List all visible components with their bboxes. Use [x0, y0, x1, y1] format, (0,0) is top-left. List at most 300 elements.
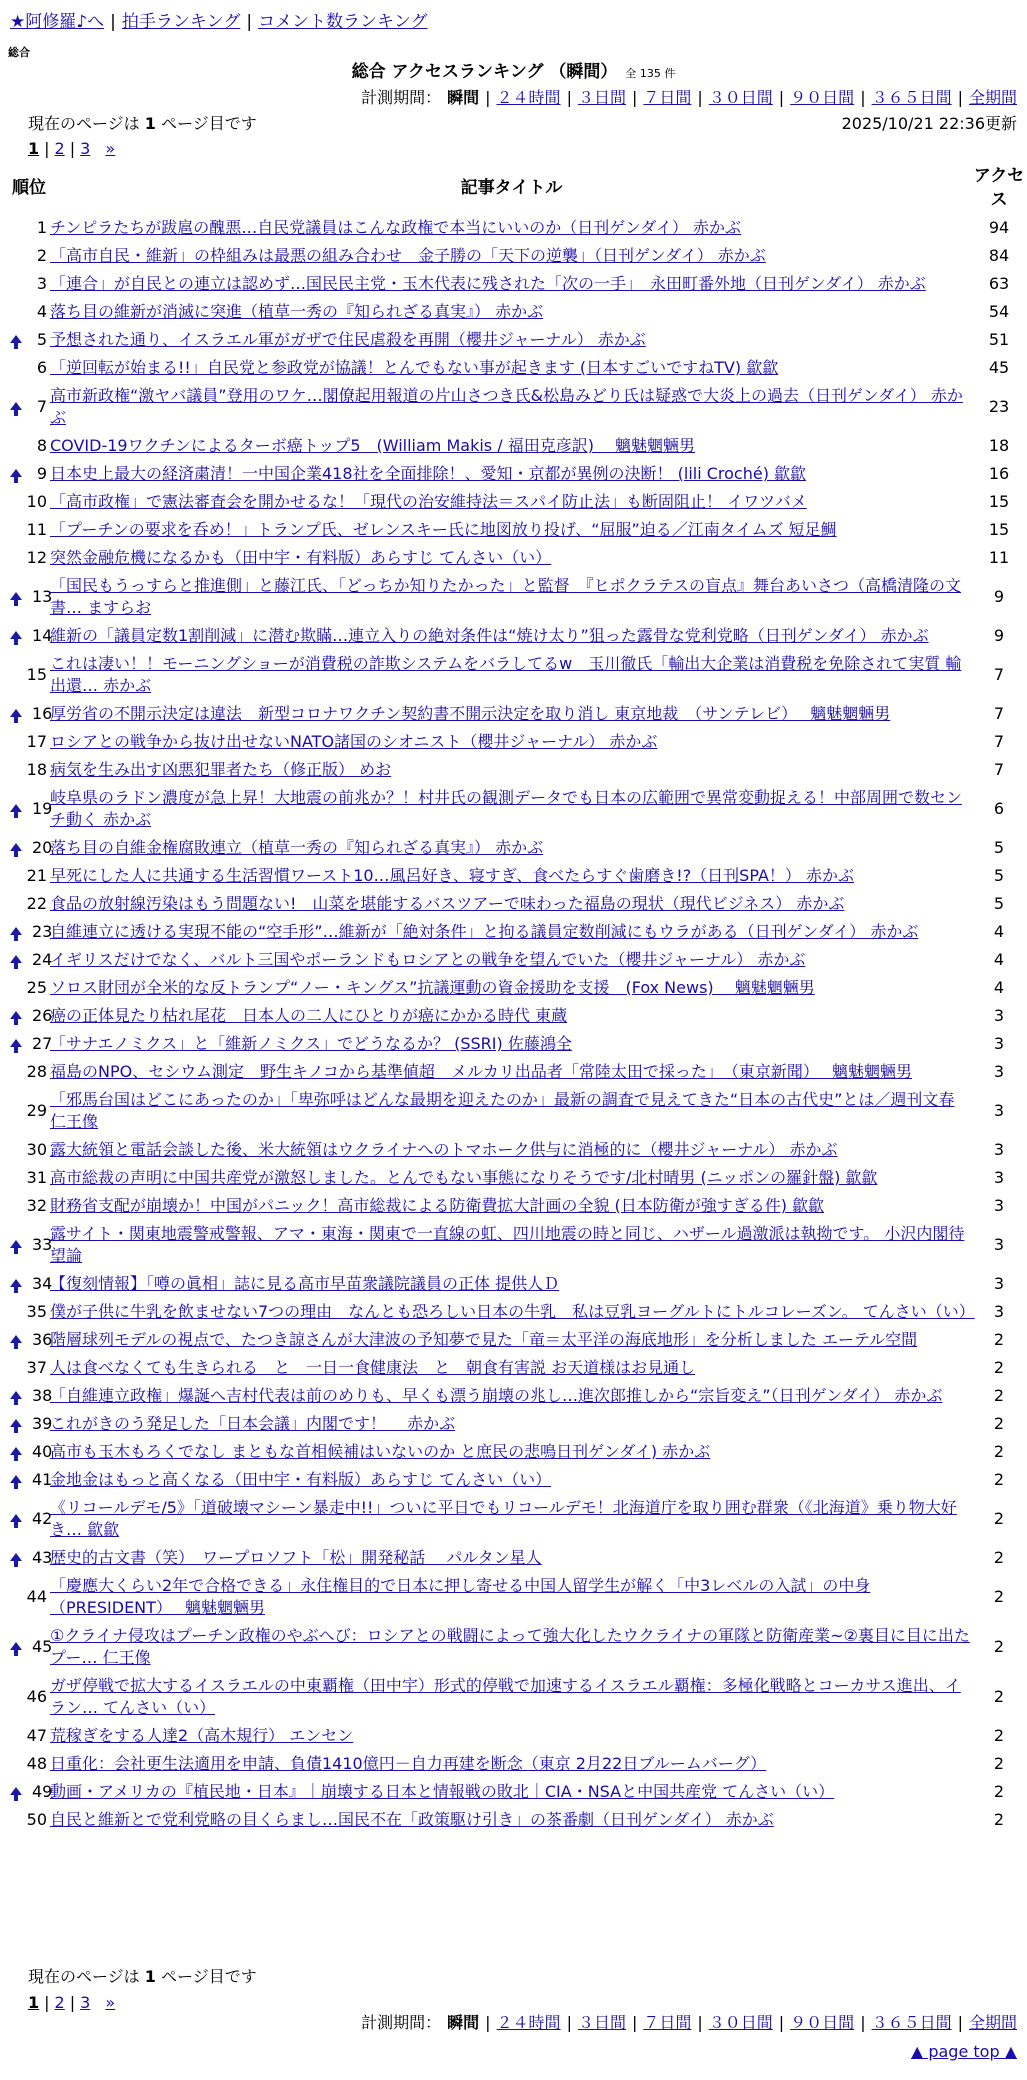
pager-page-3[interactable]: 3	[80, 1993, 91, 2012]
access-count: 3	[993, 1062, 1005, 1081]
table-row	[8, 1086, 1025, 1136]
access-count: 5	[993, 866, 1005, 885]
table-row	[8, 1750, 1025, 1778]
access-count: 2	[993, 1687, 1005, 1706]
rank-up-arrow-icon	[10, 592, 22, 600]
access-count: 3	[993, 1140, 1005, 1159]
pager-separator: |	[44, 139, 50, 158]
access-count: 2	[993, 1414, 1005, 1433]
article-title-link[interactable]: 厚労省の不開示決定は違法 新型コロナワクチン契約書不開示決定を取り消し 東京地裁 （サンテレビ） 魑魅魍魎男	[50, 704, 891, 723]
rank-cell	[8, 834, 53, 862]
table-row	[8, 432, 1025, 460]
rank-cell	[8, 728, 50, 756]
table-row	[8, 1438, 1025, 1466]
rank-number: 10	[26, 492, 47, 511]
title-cell	[50, 1058, 973, 1086]
table-row	[8, 1544, 1025, 1572]
period-90d-link[interactable]: ９０日間	[790, 88, 855, 107]
rank-cell	[8, 1722, 50, 1750]
access-count: 3	[993, 1101, 1005, 1120]
applause-ranking-link[interactable]: 拍手ランキング	[121, 12, 241, 32]
article-title-link[interactable]: ロシアとの戦争から抜け出せないNATO諸国のシオニスト（櫻井ジャーナル） 赤かぶ	[50, 732, 658, 751]
rank-cell	[8, 242, 50, 270]
period-365d-link[interactable]: ３６５日間	[871, 88, 952, 107]
access-count: 63	[988, 274, 1010, 293]
table-row	[8, 650, 1025, 700]
page-info-prefix: 現在のページは	[28, 114, 140, 133]
period-separator: |	[957, 88, 963, 107]
article-title-link[interactable]: 「プーチンの要求を呑め！」トランプ氏、ゼレンスキー氏に地図放り投げ、“屈服”迫る／江南タイムズ 短足鯛	[50, 520, 837, 539]
article-title-link[interactable]: 予想された通り、イスラエル軍がガザで住民虐殺を再開（櫻井ジャーナル） 赤かぶ	[50, 330, 646, 349]
rank-up-arrow-icon	[10, 1419, 22, 1427]
access-count: 7	[993, 704, 1005, 723]
rank-cell	[8, 890, 50, 918]
table-row	[8, 1298, 1025, 1326]
article-title-link[interactable]: 僕が子供に牛乳を飲ませない7つの理由 なんとも恐ろしい日本の牛乳 私は豆乳ヨーグルトにトルコレーズン。 てんさい（い）	[50, 1302, 975, 1321]
access-count: 2	[993, 1726, 1005, 1745]
article-title-link[interactable]: 早死にした人に共通する生活習慣ワースト10…風呂好き、寝すぎ、食べたらすぐ歯磨き!?（日刊SPA！） 赤かぶ	[50, 866, 854, 885]
page-top-link[interactable]: ▲ page top ▲	[910, 2042, 1017, 2061]
period-separator: |	[485, 2013, 491, 2032]
table-row	[8, 1466, 1025, 1494]
rank-up-arrow-icon	[10, 804, 22, 812]
article-title-link[interactable]: 「慶應大くらい2年で合格できる」永住権目的で日本に押し寄せる中国人留学生が解く「中3レベルの入試」の中身（PRESIDENT） 魑魅魍魎男	[50, 1576, 871, 1617]
rank-cell	[8, 432, 50, 460]
rank-cell	[8, 862, 50, 890]
period-selector-bottom	[361, 2010, 1017, 2036]
article-title-link[interactable]: 歴史的古文書（笑） ワープロソフト「松」開発秘話 パルタン星人	[50, 1548, 542, 1567]
period-separator: |	[957, 2013, 963, 2032]
access-count: 2	[993, 1330, 1005, 1349]
rank-up-arrow-icon	[10, 1514, 22, 1522]
article-title-link[interactable]: 食品の放射線汚染はもう問題ない! 山菜を堪能するバスツアーで味わった福島の現状（現代ビジネス） 赤かぶ	[50, 894, 845, 913]
access-count: 2	[993, 1754, 1005, 1773]
rank-up-arrow-icon	[10, 1447, 22, 1455]
table-row	[8, 784, 1025, 834]
title-cell	[50, 326, 973, 354]
rank-cell	[8, 946, 53, 974]
period-all-link[interactable]: 全期間	[968, 88, 1017, 107]
period-30d-link[interactable]: ３０日間	[708, 2013, 773, 2032]
rank-cell	[8, 1672, 50, 1722]
title-cell	[50, 1722, 973, 1750]
table-row	[8, 572, 1025, 622]
period-label: 計測期間：	[361, 2013, 442, 2032]
article-title-link[interactable]: COVID-19ワクチンによるターボ癌トップ5 (William Makis / 福田克彦訳) 魑魅魍魎男	[50, 436, 696, 455]
title-cell	[50, 1326, 973, 1354]
rank-up-arrow-icon	[10, 1787, 22, 1795]
rank-cell	[8, 298, 50, 326]
pager-bottom	[28, 1990, 115, 2016]
ranking-table	[8, 162, 1025, 1834]
rank-up-arrow-icon	[10, 955, 22, 963]
rank-cell	[8, 1466, 53, 1494]
access-count: 2	[993, 1637, 1005, 1656]
rank-cell	[8, 1086, 50, 1136]
rank-number: 1	[36, 218, 47, 237]
article-title-link[interactable]: 【復刻情報】「噂の眞相」誌に見る高市早苗衆議院議員の正体 提供人Ｄ	[50, 1274, 560, 1293]
rank-up-arrow-icon	[10, 1335, 22, 1343]
title-cell	[50, 1572, 973, 1622]
pager-current: 1	[28, 139, 40, 158]
table-row	[8, 1164, 1025, 1192]
title-cell	[50, 1220, 973, 1270]
table-row	[8, 544, 1025, 572]
title-cell	[50, 1002, 973, 1030]
rank-cell	[8, 270, 50, 298]
top-navigation	[10, 8, 428, 36]
rank-number: 16	[32, 704, 53, 723]
access-count: 3	[993, 1034, 1005, 1053]
rank-number: 17	[26, 732, 47, 751]
access-count: 3	[993, 1302, 1005, 1321]
article-title-link[interactable]: 落ち目の自維金権腐敗連立（植草一秀の『知られざる真実』） 赤かぶ	[50, 838, 544, 857]
article-title-link[interactable]: 「逆回転が始まる!!」自民党と参政党が協議！とんでもない事が起きます (日本すごいですねTV) 歙歙	[50, 358, 779, 377]
table-row	[8, 1494, 1025, 1544]
table-row	[8, 728, 1025, 756]
table-row	[8, 1326, 1025, 1354]
ranking-table-body	[8, 214, 1025, 1834]
table-row	[8, 834, 1025, 862]
access-count: 4	[993, 922, 1005, 941]
title-cell	[50, 1192, 973, 1220]
page-title: 総合 アクセスランキング （瞬間）	[351, 62, 618, 82]
title-cell	[50, 1270, 973, 1298]
title-cell	[50, 974, 973, 1002]
rank-cell	[8, 488, 50, 516]
rank-number: 47	[26, 1726, 47, 1745]
rank-number: 30	[26, 1140, 47, 1159]
article-title-link[interactable]: これは凄い！！モーニングショーが消費税の詐欺システムをバラしてるw 玉川徹氏「輸出大企業は消費税を免除されて実質 輸出還… 赤かぶ	[50, 654, 962, 695]
rank-number: 13	[32, 587, 53, 606]
period-3d-link[interactable]: ３日間	[577, 88, 626, 107]
rank-cell	[8, 1002, 53, 1030]
rank-cell	[8, 1806, 50, 1834]
rank-up-arrow-icon	[10, 1279, 22, 1287]
article-title-link[interactable]: 荒稼ぎをする人達2（高木規行） エンセン	[50, 1726, 354, 1745]
access-count: 2	[993, 1782, 1005, 1801]
article-title-link[interactable]: 金地金はもっと高くなる（田中宇・有料版）あらすじ てんさい（い）	[50, 1470, 552, 1489]
table-row	[8, 460, 1025, 488]
title-cell	[50, 756, 973, 784]
rank-number: 9	[36, 464, 47, 483]
article-title-link[interactable]: 日本史上最大の経済粛清！一中国企業418社を全面排除！、愛知・京都が異例の決断！ (lili Croché) 歙歙	[50, 464, 807, 483]
rank-cell	[8, 1438, 53, 1466]
pager-page-2[interactable]: 2	[54, 1993, 65, 2012]
access-count: 4	[993, 950, 1005, 969]
table-header-row	[8, 162, 1025, 214]
pager-separator	[95, 1993, 100, 2012]
asyura-home-link[interactable]: ★阿修羅♪へ	[10, 12, 105, 32]
title-cell	[50, 784, 973, 834]
access-count: 45	[988, 358, 1010, 377]
rank-number: 25	[26, 978, 47, 997]
access-count: 54	[988, 302, 1010, 321]
access-count: 23	[988, 397, 1010, 416]
period-separator: |	[566, 88, 572, 107]
article-title-link[interactable]: 突然金融危機になるかも（田中宇・有料版）あらすじ てんさい（い）	[50, 548, 552, 567]
table-row	[8, 890, 1025, 918]
rank-number: 36	[32, 1330, 53, 1349]
period-all-link[interactable]: 全期間	[968, 2013, 1017, 2032]
period-separator: |	[778, 88, 785, 107]
table-row	[8, 862, 1025, 890]
rank-up-arrow-icon	[10, 1039, 22, 1047]
rank-cell	[8, 544, 50, 572]
access-count: 6	[993, 799, 1005, 818]
rank-cell	[8, 1778, 53, 1806]
rank-number: 3	[36, 274, 47, 293]
title-cell	[50, 1382, 973, 1410]
rank-number: 39	[32, 1414, 53, 1433]
article-title-link[interactable]: 日重化：会社更生法適用を申請、負債1410億円－自力再建を断念（東京 2月22日ブルームバーグ）	[50, 1754, 767, 1773]
pager-top	[28, 136, 115, 162]
rank-cell	[8, 1544, 53, 1572]
article-title-link[interactable]: 人は食べなくても生きられる と 一日一食健康法 と 朝食有害説 お天道様はお見通し	[50, 1358, 696, 1377]
table-row	[8, 1672, 1025, 1722]
rank-number: 19	[32, 799, 53, 818]
period-30d-link[interactable]: ３０日間	[708, 88, 773, 107]
title-cell	[50, 242, 973, 270]
article-title-link[interactable]: 落ち目の維新が消滅に突進（植草一秀の『知られざる真実』） 赤かぶ	[50, 302, 544, 321]
rank-up-arrow-icon	[10, 631, 22, 639]
pager-next[interactable]: »	[105, 1993, 116, 2012]
title-cell	[50, 1030, 973, 1058]
rank-number: 45	[32, 1637, 53, 1656]
rank-number: 14	[32, 626, 53, 645]
article-title-link[interactable]: これがきのう発足した「日本会議」内閣です！ 赤かぶ	[50, 1414, 456, 1433]
table-row	[8, 382, 1025, 432]
title-cell	[50, 1438, 973, 1466]
article-title-link[interactable]: 病気を生み出す凶悪犯罪者たち（修正版） めお	[50, 760, 392, 779]
rank-up-arrow-icon	[10, 709, 22, 717]
rank-number: 40	[32, 1442, 53, 1461]
rank-cell	[8, 756, 50, 784]
rank-number: 4	[36, 302, 47, 321]
rank-cell	[8, 1622, 53, 1672]
period-current: 瞬間	[447, 2013, 480, 2032]
rank-cell	[8, 650, 50, 700]
article-title-link[interactable]: 「高市政権」で憲法審査会を開かせるな！「現代の治安維持法＝スパイ防止法」も断固阻止！ イワツバメ	[50, 492, 807, 511]
rank-cell	[8, 974, 50, 1002]
table-row	[8, 326, 1025, 354]
pager-separator: |	[44, 1993, 50, 2012]
table-row	[8, 1220, 1025, 1270]
article-title-link[interactable]: 高市新政権“激ヤバ議員”登用のワケ…閣僚起用報道の片山さつき氏&松島みどり氏は疑惑で大炎上の過去（日刊ゲンダイ） 赤かぶ	[50, 386, 963, 427]
title-cell	[50, 728, 973, 756]
table-row	[8, 700, 1025, 728]
period-365d-link[interactable]: ３６５日間	[871, 2013, 952, 2032]
title-cell	[50, 650, 973, 700]
title-cell	[50, 298, 973, 326]
pager-next[interactable]: »	[105, 139, 116, 158]
article-title-link[interactable]: 高市も玉木もろくでなし まともな首相候補はいないのか と庶民の悲鳴日刊ゲンダイ) 赤かぶ	[50, 1442, 711, 1461]
article-title-link[interactable]: 階層球列モデルの視点で、たつき諒さんが大津波の予知夢で見た「竜＝太平洋の海底地形」を分析しました エーテル空間	[50, 1330, 918, 1349]
access-count: 7	[993, 760, 1005, 779]
title-cell	[50, 1410, 973, 1438]
article-title-link[interactable]: 「高市自民・維新」の枠組みは最悪の組み合わせ 金子勝の「天下の逆襲」（日刊ゲンダイ） 赤かぶ	[50, 246, 766, 265]
title-cell	[50, 1494, 973, 1544]
comment-ranking-link[interactable]: コメント数ランキング	[258, 12, 428, 32]
title-cell	[50, 432, 973, 460]
rank-number: 44	[26, 1587, 47, 1606]
table-row	[8, 1410, 1025, 1438]
rank-up-arrow-icon	[10, 469, 22, 477]
article-title-link[interactable]: 「国民もうっすらと推進側」と藤江氏、「どっちか知りたかった」と監督 『ヒポクラテスの盲点』舞台あいさつ（高橋清隆の文書… ますらお	[50, 576, 962, 617]
article-title-link[interactable]: チンピラたちが跋扈の醜悪…自民党議員はこんな政権で本当にいいのか（日刊ゲンダイ） 赤かぶ	[50, 218, 742, 237]
title-cell	[50, 890, 973, 918]
article-title-link[interactable]: 自民と維新とで党利党略の目くらまし…国民不在「政策駆け引き」の茶番劇（日刊ゲンダイ） 赤かぶ	[50, 1810, 774, 1829]
access-count: 3	[993, 1168, 1005, 1187]
rank-number: 43	[32, 1548, 53, 1567]
title-cell	[50, 946, 973, 974]
title-cell	[50, 862, 973, 890]
article-title-link[interactable]: イギリスだけでなく、バルト三国やポーランドもロシアとの戦争を望んでいた（櫻井ジャーナル） 赤かぶ	[50, 950, 806, 969]
rank-up-arrow-icon	[10, 402, 22, 410]
rank-up-arrow-icon	[10, 927, 22, 935]
rank-cell	[8, 1270, 53, 1298]
rank-cell	[8, 1164, 50, 1192]
title-cell	[50, 1750, 973, 1778]
rank-cell	[8, 572, 53, 622]
category-label: 総合	[8, 46, 30, 59]
article-title-link[interactable]: 自維連立に透ける実現不能の“空手形”…維新が「絶対条件」と拘る議員定数削減にもウラがある（日刊ゲンダイ） 赤かぶ	[50, 922, 919, 941]
access-count: 4	[993, 978, 1005, 997]
rank-cell	[8, 214, 50, 242]
article-title-link[interactable]: 福島のNPO、セシウム測定 野生キノコから基準値超 メルカリ出品者「常陸太田で採った」 （東京新聞） 魑魅魍魎男	[50, 1062, 913, 1081]
article-title-link[interactable]: 露サイト・関東地震警戒警報、アマ・東海・関東で一直線の虹、四川地震の時と同じ、ハザール過激派は執拗です。 小沢内閣待望論	[50, 1224, 965, 1265]
table-row	[8, 242, 1025, 270]
rank-number: 34	[32, 1274, 53, 1293]
rank-number: 49	[32, 1782, 53, 1801]
article-title-link[interactable]: 「サナエノミクス」と「維新ノミクス」でどうなるか？ (SSRI) 佐藤鴻全	[50, 1034, 572, 1053]
title-cell	[50, 1778, 973, 1806]
rank-number: 48	[26, 1754, 47, 1773]
article-title-link[interactable]: 「自維連立政権」爆誕へ吉村代表は前のめりも、早くも漂う崩壊の兆し…進次郎推しから“宗旨変え”（日刊ゲンダイ） 赤かぶ	[50, 1386, 943, 1405]
article-title-link[interactable]: 財務省支配が崩壊か！中国がパニック！高市総裁による防衛費拡大計画の全貌 (日本防衛が強すぎる件) 歙歙	[50, 1196, 825, 1215]
table-row	[8, 1136, 1025, 1164]
table-row	[8, 516, 1025, 544]
period-7d-link[interactable]: ７日間	[643, 2013, 692, 2032]
rank-number: 29	[26, 1101, 47, 1120]
title-header: 記事タイトル	[460, 178, 563, 198]
article-title-link[interactable]: 維新の「議員定数1割削減」に潜む欺瞞…連立入りの絶対条件は“焼け太り”狙った露骨な党利党略（日刊ゲンダイ） 赤かぶ	[50, 626, 929, 645]
period-7d-link[interactable]: ７日間	[643, 88, 692, 107]
title-cell	[50, 1086, 973, 1136]
access-count: 3	[993, 1196, 1005, 1215]
rank-cell	[8, 622, 53, 650]
page-info-prefix: 現在のページは	[28, 1967, 140, 1986]
pager-page-2[interactable]: 2	[54, 139, 65, 158]
access-header: アクセス	[973, 166, 1025, 210]
period-24h-link[interactable]: ２４時間	[496, 88, 561, 107]
rank-up-arrow-icon	[10, 1475, 22, 1483]
period-separator: |	[697, 88, 703, 107]
access-count: 3	[993, 1006, 1005, 1025]
pager-page-3[interactable]: 3	[80, 139, 91, 158]
rank-cell	[8, 1572, 50, 1622]
rank-up-arrow-icon	[10, 1553, 22, 1561]
article-title-link[interactable]: 岐阜県のラドン濃度が急上昇！大地震の前兆か？！村井氏の観測データでも日本の広範囲で異常変動捉える！中部周囲で数センチ動く 赤かぶ	[50, 788, 963, 829]
rank-number: 20	[32, 838, 53, 857]
article-title-link[interactable]: ガザ停戦で拡大するイスラエルの中東覇権（田中宇）形式的停戦で加速するイスラエル覇権：多極化戦略とコーカサス進出、イラン… てんさい（い）	[50, 1676, 961, 1717]
access-count: 2	[993, 1587, 1005, 1606]
rank-number: 33	[32, 1235, 53, 1254]
table-row	[8, 1622, 1025, 1672]
rank-number: 38	[32, 1386, 53, 1405]
rank-number: 2	[36, 246, 47, 265]
access-count: 3	[993, 1235, 1005, 1254]
table-row	[8, 1192, 1025, 1220]
period-current: 瞬間	[447, 88, 480, 107]
rank-number: 27	[32, 1034, 53, 1053]
rank-up-arrow-icon	[10, 843, 22, 851]
article-title-link[interactable]: 《リコールデモ/5》「道破壊マシーン暴走中!!」ついに平日でもリコールデモ！北海道庁を取り囲む群衆（《北海道》乗り物大好き… 歙歙	[50, 1498, 957, 1539]
rank-number: 7	[36, 397, 47, 416]
table-row	[8, 1270, 1025, 1298]
period-label: 計測期間：	[361, 88, 442, 107]
rank-cell	[8, 1354, 50, 1382]
table-row	[8, 1382, 1025, 1410]
rank-cell	[8, 1382, 53, 1410]
rank-up-arrow-icon	[10, 1391, 22, 1399]
rank-cell	[8, 382, 50, 432]
updated-timestamp: 2025/10/21 22:36更新	[841, 114, 1017, 133]
rank-number: 8	[36, 436, 47, 455]
access-count: 15	[988, 520, 1010, 539]
pager-current: 1	[28, 1993, 40, 2012]
table-row	[8, 488, 1025, 516]
rank-number: 28	[26, 1062, 47, 1081]
rank-cell	[8, 1136, 50, 1164]
table-row	[8, 1806, 1025, 1834]
article-title-link[interactable]: 動画・アメリカの『植民地・日本』｜崩壊する日本と情報戦の敗北｜CIA・NSAと中国共産党 てんさい（い）	[50, 1782, 835, 1801]
article-title-link[interactable]: 高市総裁の声明に中国共産党が激怒しました。とんでもない事態になりそうです/北村晴男 (ニッポンの羅針盤) 歙歙	[50, 1168, 878, 1187]
rank-cell	[8, 918, 53, 946]
period-24h-link[interactable]: ２４時間	[496, 2013, 561, 2032]
rank-cell	[8, 326, 50, 354]
table-row	[8, 756, 1025, 784]
access-count: 5	[993, 894, 1005, 913]
title-cell	[50, 1298, 973, 1326]
page-info-suffix: ページ目です	[161, 114, 257, 133]
table-row	[8, 354, 1025, 382]
article-title-link[interactable]: 「邪馬台国はどこにあったのか」「卑弥呼はどんな最期を迎えたのか」最新の調査で見えてきた“日本の古代史”とは／週刊文春 仁王像	[50, 1090, 955, 1131]
title-cell	[50, 622, 973, 650]
article-title-link[interactable]: ①クライナ侵攻はプーチン政権のやぶへび：ロシアとの戦闘によって強大化したウクライナの軍隊と防衛産業~②裏目に目に出たプー… 仁王像	[50, 1626, 970, 1667]
period-separator: |	[631, 2013, 638, 2032]
article-title-link[interactable]: 露大統領と電話会談した後、米大統領はウクライナへのトマホーク供与に消極的に（櫻井ジャーナル） 赤かぶ	[50, 1140, 838, 1159]
rank-header: 順位	[12, 178, 46, 198]
article-title-link[interactable]: 癌の正体見たり枯れ尾花 日本人の二人にひとりが癌にかかる時代 東蔵	[50, 1006, 568, 1025]
rank-cell	[8, 700, 53, 728]
period-separator: |	[485, 88, 491, 107]
rank-number: 22	[26, 894, 47, 913]
title-cell	[50, 1806, 973, 1834]
nav-separator: |	[110, 12, 116, 32]
period-90d-link[interactable]: ９０日間	[790, 2013, 855, 2032]
rank-number: 5	[36, 330, 47, 349]
title-cell	[50, 1672, 973, 1722]
pager-separator: |	[69, 1993, 76, 2012]
article-title-link[interactable]: 「連合」が自民との連立は認めず…国民民主党・玉木代表に残された「次の一手」 永田町番外地（日刊ゲンダイ） 赤かぶ	[50, 274, 926, 293]
article-title-link[interactable]: ソロス財団が全米的な反トランプ“ノー・キングス”抗議運動の資金援助を支援 (Fox News) 魑魅魍魎男	[50, 978, 815, 997]
rank-number: 15	[26, 665, 47, 684]
rank-number: 11	[26, 520, 47, 539]
page-info-top	[28, 111, 257, 137]
access-count: 15	[988, 492, 1010, 511]
period-3d-link[interactable]: ３日間	[577, 2013, 626, 2032]
